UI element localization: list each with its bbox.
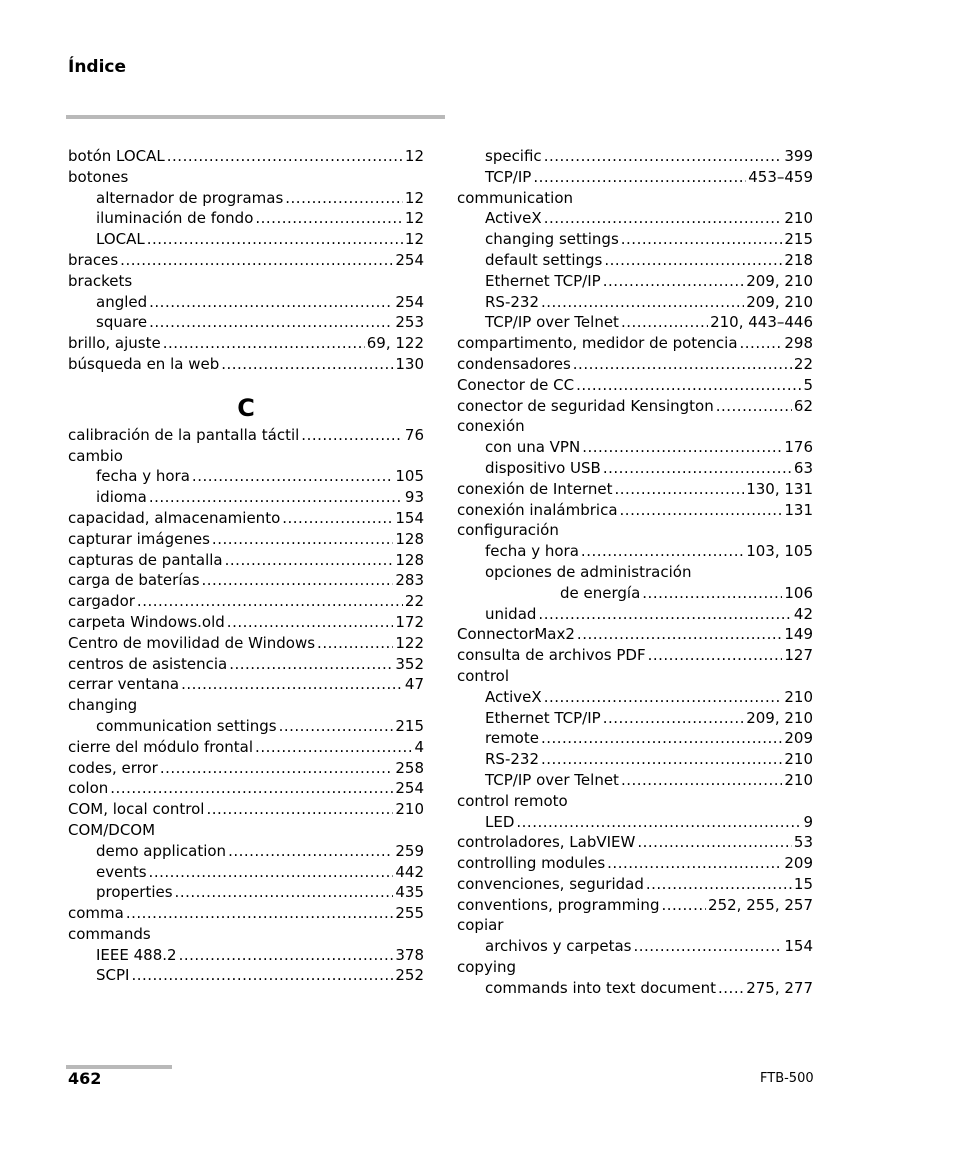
index-term: alternador de programas [96,188,284,207]
index-page-ref[interactable]: 210 [784,209,813,228]
dot-leader [229,654,393,675]
index-page-ref[interactable]: 210 [784,770,813,789]
dot-leader [110,778,393,799]
index-term: controlling modules [457,854,606,873]
dot-leader [175,882,394,903]
dot-leader [221,354,393,375]
index-term: square [96,313,148,332]
index-entry [457,832,813,853]
index-term: dispositivo USB [485,458,601,477]
index-page-ref[interactable]: 210 [784,750,813,769]
index-term: IEEE 488.2 [96,945,177,964]
dot-leader [603,271,744,292]
index-page-ref[interactable]: 210 [784,687,813,706]
index-column-left [68,146,424,986]
dot-leader [181,674,403,695]
index-entry [68,612,424,633]
index-term: fecha y hora [96,467,190,486]
index-entry [457,770,813,791]
dot-leader [581,541,744,562]
index-term: RS-232 [485,750,539,769]
index-page-ref[interactable]: 103, 105 [746,542,813,561]
dot-leader [621,229,783,250]
header-divider [66,115,445,119]
index-term: default settings [485,250,603,269]
index-entry [457,666,813,687]
dot-leader [603,708,744,729]
index-page-ref[interactable]: 63 [793,458,813,477]
index-entry [457,396,813,417]
index-term: capturas de pantalla [68,550,223,569]
index-term: control [457,666,509,685]
index-page-ref[interactable]: 453–459 [748,167,813,186]
dot-leader [573,354,792,375]
dot-leader [648,645,783,666]
index-page-ref[interactable]: 172 [395,612,424,631]
index-page-ref[interactable]: 128 [395,550,424,569]
index-page-ref[interactable]: 283 [395,571,424,590]
index-entry [68,354,424,375]
dot-leader [538,604,791,625]
index-entry [457,333,813,354]
dot-leader [621,770,782,791]
index-term: codes, error [68,758,158,777]
index-term: commands [68,924,151,943]
index-page-ref[interactable]: 69, 122 [366,334,424,353]
index-term: brackets [68,271,133,290]
index-page-ref[interactable]: 210, 443–446 [710,313,813,332]
index-term: RS-232 [485,292,539,311]
index-term: copying [457,958,517,977]
index-entry [68,695,424,716]
dot-leader [614,479,744,500]
index-entry [457,500,813,521]
index-entry [457,645,813,666]
dot-leader [604,250,782,271]
index-term: communication settings [96,716,277,735]
index-entry [68,208,424,229]
product-name: FTB-500 [760,1071,814,1086]
dot-leader [541,728,782,749]
index-page-ref[interactable]: 154 [395,508,424,527]
index-entry [457,604,813,625]
index-term: de energía [560,583,641,602]
index-entry [457,271,813,292]
dot-leader [603,458,792,479]
index-entry [68,466,424,487]
index-page-ref[interactable]: 176 [784,438,813,457]
index-entry [68,570,424,591]
index-entry [457,292,813,313]
index-page-ref[interactable]: 4 [414,737,424,756]
index-entry [457,874,813,895]
index-entry [68,945,424,966]
index-page-ref[interactable]: 122 [395,633,424,652]
index-page-ref[interactable]: 252, 255, 257 [708,895,813,914]
index-term: remote [485,729,539,748]
index-page-ref[interactable]: 12 [404,209,424,228]
index-entry [457,895,813,916]
index-page-ref[interactable]: 258 [395,758,424,777]
index-entry [457,583,813,604]
index-entry [68,188,424,209]
index-term: condensadores [457,354,571,373]
index-term: colon [68,779,109,798]
index-term: braces [68,250,119,269]
index-page-ref[interactable]: 128 [395,529,424,548]
index-term: cambio [68,446,123,465]
index-entry [457,354,813,375]
index-entry [457,624,813,645]
dot-leader [301,425,403,446]
index-page-ref[interactable]: 130 [395,354,424,373]
index-entry [457,458,813,479]
dot-leader [637,832,792,853]
index-entry [68,312,424,333]
index-term: demo application [96,841,227,860]
index-term: conexión inalámbrica [457,500,618,519]
index-term: configuración [457,521,559,540]
index-term: angled [96,292,148,311]
index-term: events [96,862,147,881]
index-entry [457,479,813,500]
index-entry [457,146,813,167]
index-entry [457,437,813,458]
index-entry [68,674,424,695]
index-page-ref[interactable]: 442 [395,862,424,881]
index-entry [68,146,424,167]
dot-leader [633,936,782,957]
index-entry [68,529,424,550]
index-entry [68,862,424,883]
index-page-ref[interactable]: 255 [395,904,424,923]
index-page-ref[interactable]: 42 [793,604,813,623]
index-entry [457,167,813,188]
index-term: cargador [68,592,135,611]
index-page-ref[interactable]: 254 [395,779,424,798]
index-page-ref[interactable]: 47 [404,675,424,694]
index-page-ref[interactable]: 399 [784,147,813,165]
index-entry [457,375,813,396]
dot-leader [147,229,403,250]
index-page-ref[interactable]: 12 [404,230,424,249]
index-entry [457,208,813,229]
index-entry [68,333,424,354]
dot-leader [149,312,393,333]
index-term: COM, local control [68,800,205,819]
index-page-ref[interactable]: 252 [395,966,424,985]
index-page-ref[interactable]: 352 [395,654,424,673]
index-entry [457,416,813,437]
index-column-right [457,146,813,999]
index-term: TCP/IP over Telnet [485,313,619,332]
index-term: comma [68,904,124,923]
index-entry [68,903,424,924]
index-page-ref[interactable]: 93 [404,488,424,507]
index-entry [68,167,424,188]
index-page-ref[interactable]: 253 [395,313,424,332]
index-term: control remoto [457,791,568,810]
index-page-ref[interactable]: 131 [784,500,813,519]
dot-leader [541,292,744,313]
dot-leader [137,591,403,612]
dot-leader [149,862,394,883]
index-term: ActiveX [485,209,542,228]
index-page-ref[interactable]: 12 [404,188,424,207]
index-page-ref[interactable]: 254 [395,250,424,269]
index-term: archivos y carpetas [485,937,632,956]
index-term: copiar [457,916,504,935]
dot-leader [642,583,782,604]
dot-leader [718,978,744,999]
index-entry [68,841,424,862]
index-page-ref[interactable]: 209 [784,729,813,748]
index-entry [68,250,424,271]
index-page-ref[interactable]: 105 [395,467,424,486]
dot-leader [120,250,393,271]
index-term: conexión de Internet [457,479,613,498]
index-page-ref[interactable]: 254 [395,292,424,311]
index-entry [68,882,424,903]
index-page-ref[interactable]: 12 [404,147,424,165]
index-page-ref[interactable]: 15 [793,874,813,893]
index-term: conventions, programming [457,895,660,914]
dot-leader [621,312,708,333]
index-term: cerrar ventana [68,675,180,694]
index-entry [68,758,424,779]
index-term: LOCAL [96,230,145,249]
dot-leader [126,903,394,924]
dot-leader [582,437,782,458]
index-term: convenciones, seguridad [457,874,644,893]
dot-leader [661,895,706,916]
index-entry [457,957,813,978]
index-term: Ethernet TCP/IP [485,271,601,290]
index-page-ref[interactable]: 149 [784,625,813,644]
index-term: Ethernet TCP/IP [485,708,601,727]
index-term: brillo, ajuste [68,334,161,353]
index-term: botones [68,167,129,186]
index-page-ref[interactable]: 106 [784,583,813,602]
index-entry [68,446,424,467]
dot-leader [227,612,394,633]
index-term: controladores, LabVIEW [457,833,636,852]
index-page-ref[interactable]: 298 [784,334,813,353]
dot-leader [202,570,394,591]
index-entry [68,633,424,654]
index-term: SCPI [96,966,130,985]
index-entry [68,425,424,446]
index-entry [457,520,813,541]
index-term: conector de seguridad Kensington [457,396,714,415]
dot-leader [212,529,393,550]
index-term: cierre del módulo frontal [68,737,254,756]
index-page-ref[interactable]: 209, 210 [746,271,813,290]
index-page-ref[interactable]: 259 [395,841,424,860]
index-page-ref[interactable]: 127 [784,646,813,665]
index-entry [457,188,813,209]
dot-leader [255,208,403,229]
index-page-ref[interactable]: 435 [395,883,424,902]
index-entry [68,737,424,758]
index-term: idioma [96,488,147,507]
index-term: ActiveX [485,687,542,706]
index-section-letter: C [237,393,255,422]
index-page-ref[interactable]: 53 [793,833,813,852]
index-entry [68,271,424,292]
index-entry [457,562,813,583]
dot-leader [541,749,782,770]
dot-leader [131,965,393,986]
dot-leader [716,396,792,417]
index-page-ref[interactable]: 62 [793,396,813,415]
index-page-ref[interactable]: 378 [395,945,424,964]
index-term: carga de baterías [68,571,200,590]
index-term: con una VPN [485,438,581,457]
index-page-ref[interactable]: 210 [395,800,424,819]
index-entry [68,550,424,571]
dot-leader [163,333,365,354]
dot-leader [607,853,782,874]
index-term: TCP/IP over Telnet [485,770,619,789]
index-page-ref[interactable]: 130, 131 [746,479,813,498]
index-entry [68,654,424,675]
index-entry [457,708,813,729]
index-page-ref[interactable]: 215 [395,716,424,735]
index-page-ref[interactable]: 209 [784,854,813,873]
index-term: iluminación de fondo [96,209,254,228]
dot-leader [620,500,783,521]
dot-leader [646,874,792,895]
index-term: calibración de la pantalla táctil [68,425,300,444]
index-entry [457,749,813,770]
index-term: changing [68,696,138,715]
index-term: Centro de movilidad de Windows [68,633,316,652]
index-entry [457,250,813,271]
index-entry [68,965,424,986]
dot-leader [576,375,801,396]
index-page-ref[interactable]: 22 [793,354,813,373]
dot-leader [160,758,394,779]
index-term: unidad [485,604,537,623]
index-entry [457,936,813,957]
dot-leader [179,945,394,966]
index-term: Conector de CC [457,375,575,394]
dot-leader [544,687,783,708]
index-term: LED [485,812,515,831]
index-entry [68,508,424,529]
index-page-ref[interactable]: 209, 210 [746,708,813,727]
index-term: conexión [457,417,525,436]
index-entry [457,853,813,874]
index-entry [457,728,813,749]
index-term: commands into text document [485,978,717,997]
index-entry [457,312,813,333]
index-entry [457,229,813,250]
dot-leader [544,208,783,229]
index-term: consulta de archivos PDF [457,646,646,665]
dot-leader [225,550,394,571]
dot-leader [544,146,783,167]
index-entry [68,487,424,508]
index-entry [68,778,424,799]
dot-leader [285,188,403,209]
dot-leader [282,508,393,529]
dot-leader [255,737,412,758]
index-page-ref[interactable]: 5 [803,375,813,394]
index-term: capacidad, almacenamiento [68,508,281,527]
index-entry [457,978,813,999]
dot-leader [317,633,393,654]
index-entry [68,820,424,841]
index-term: botón LOCAL [68,147,165,165]
page-number: 462 [68,1069,102,1088]
dot-leader [149,292,393,313]
index-page-ref[interactable]: 76 [404,425,424,444]
dot-leader [516,812,801,833]
index-page-ref[interactable]: 275, 277 [746,978,813,997]
index-term: centros de asistencia [68,654,228,673]
index-page-ref[interactable]: 154 [784,937,813,956]
index-entry [68,229,424,250]
dot-leader [740,333,783,354]
index-term: ConnectorMax2 [457,625,575,644]
index-entry [68,591,424,612]
index-term: capturar imágenes [68,529,210,548]
index-entry [68,292,424,313]
index-entry [68,799,424,820]
index-term: COM/DCOM [68,820,156,839]
dot-leader [192,466,393,487]
index-entry [457,915,813,936]
index-entry [457,812,813,833]
dot-leader [149,487,403,508]
index-term: communication [457,188,574,207]
index-term: fecha y hora [485,542,579,561]
dot-leader [228,841,393,862]
index-term: changing settings [485,230,619,249]
index-term: specific [485,147,542,165]
index-term: opciones de administración [485,562,692,581]
dot-leader [206,799,393,820]
index-entry [68,716,424,737]
index-entry [68,924,424,945]
index-term: properties [96,883,173,902]
index-term: TCP/IP [485,167,532,186]
index-page-ref[interactable]: 215 [784,230,813,249]
dot-leader [279,716,394,737]
index-term: búsqueda en la web [68,354,220,373]
dot-leader [577,624,782,645]
index-title: Índice [68,57,127,77]
index-entry [457,687,813,708]
index-page-ref[interactable]: 218 [784,250,813,269]
index-page-ref[interactable]: 209, 210 [746,292,813,311]
index-page-ref[interactable]: 9 [803,812,813,831]
index-entry [457,541,813,562]
dot-leader [167,146,403,167]
index-term: carpeta Windows.old [68,612,225,631]
index-term: compartimento, medidor de potencia [457,334,738,353]
dot-leader [533,167,746,188]
index-entry [457,791,813,812]
index-page-ref[interactable]: 22 [404,592,424,611]
